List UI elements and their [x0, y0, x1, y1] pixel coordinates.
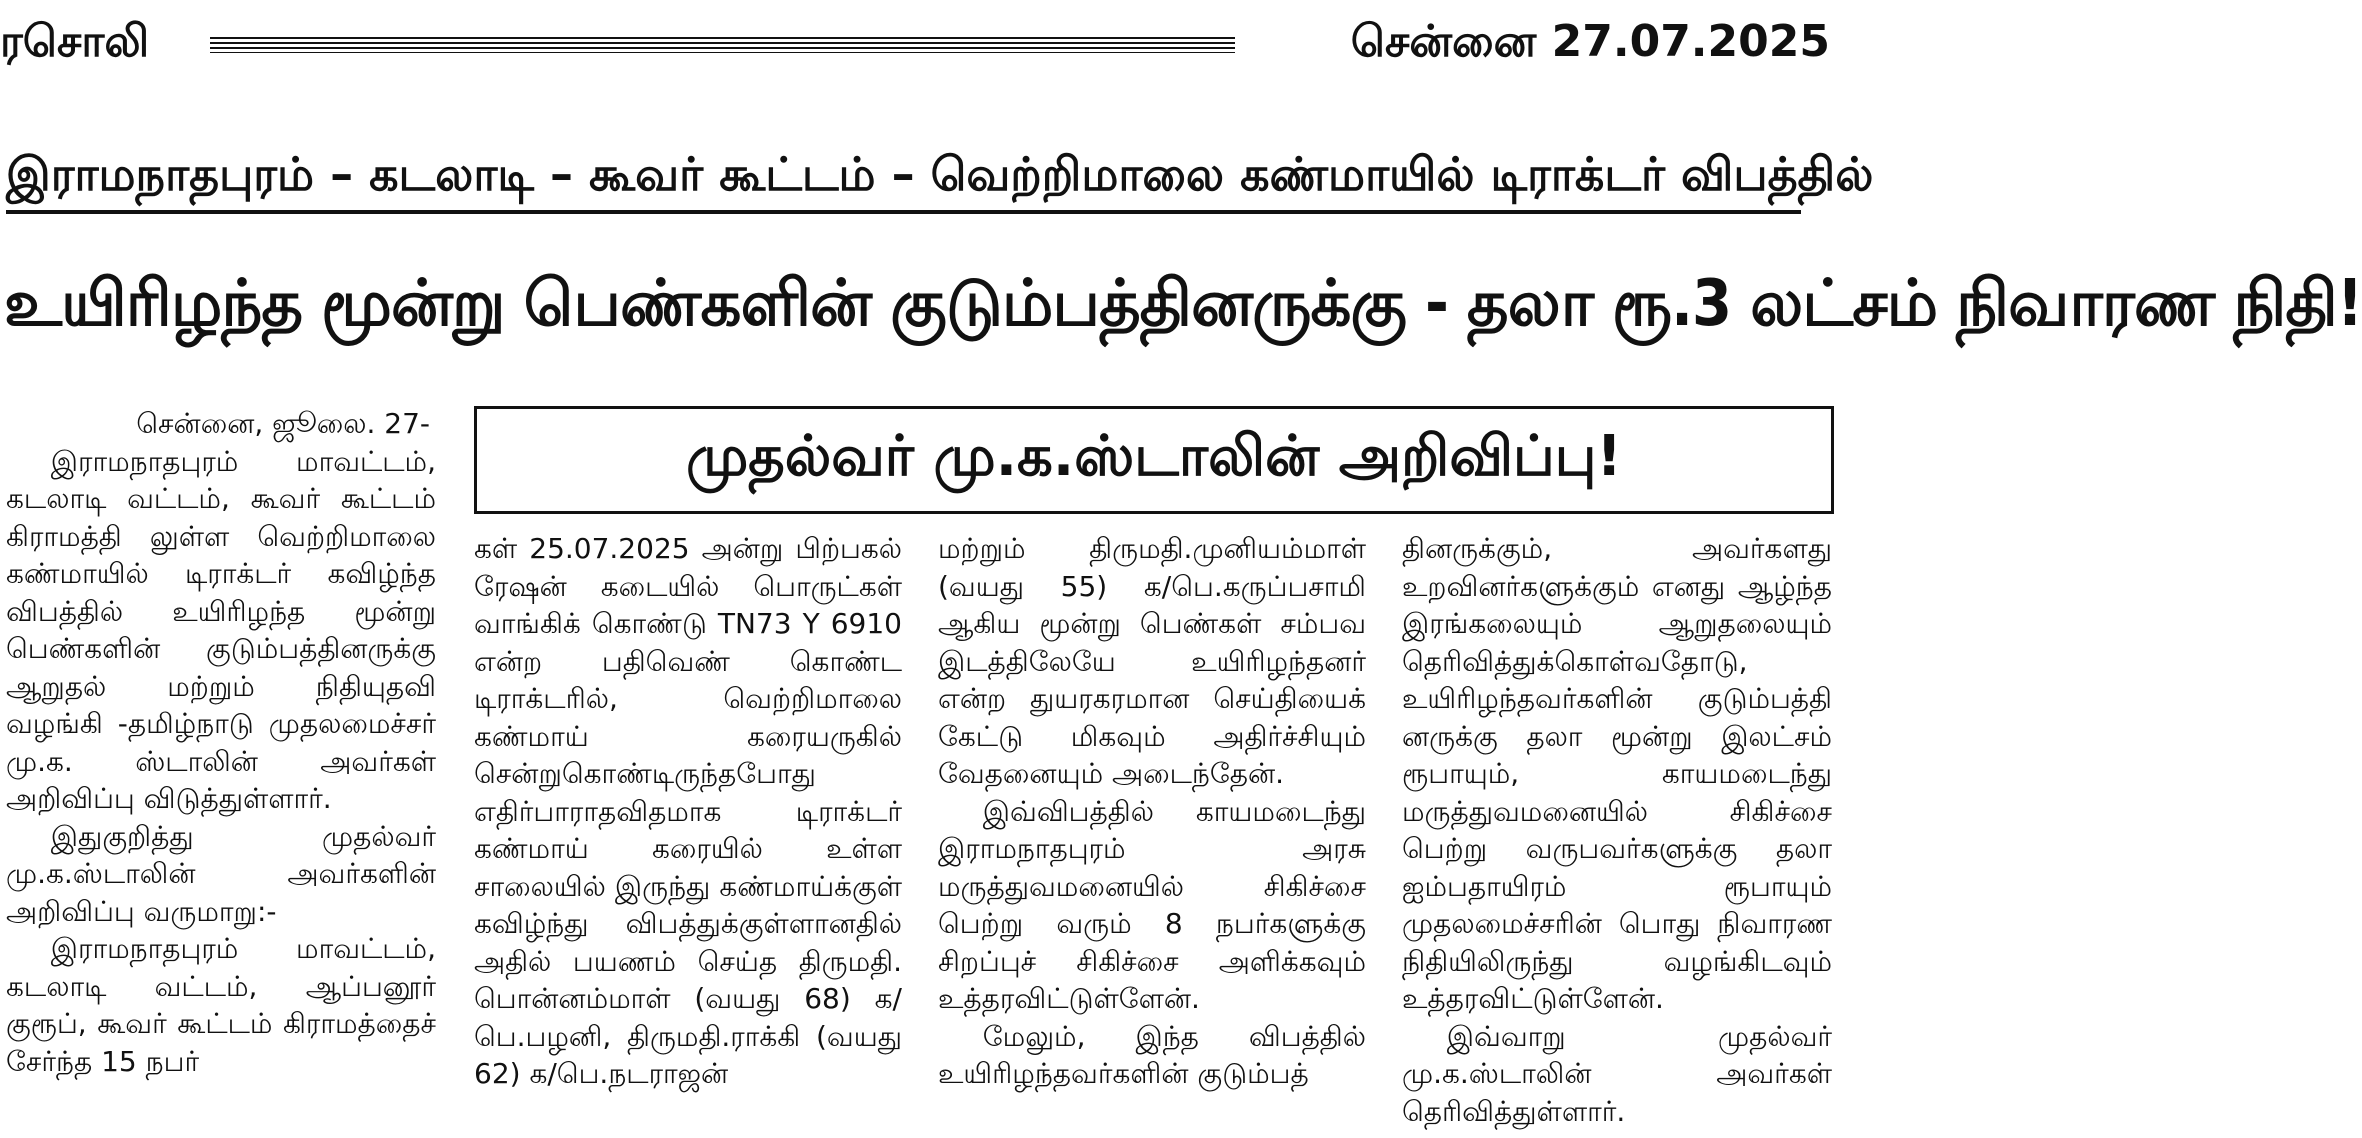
masthead-rule [210, 37, 1235, 53]
article-paragraph: மற்றும் திருமதி.முனியம்மாள் (வயது 55) க/பெ.கருப்பசாமி ஆகிய மூன்று பெண்கள் சம்பவ இடத்திலேயே உயிரிழந்தனர் என்ற துயரகரமான செய்தியைக் கேட்டு மிகவும் அதிர்ச்சியும் வேதனையும் அடைந்தேன். [938, 532, 1366, 790]
dateline: சென்னை, ஜூலை. 27- [136, 407, 430, 440]
sub-headline-box [474, 406, 1834, 514]
kicker-rule [6, 210, 1801, 214]
article-column-1 [6, 405, 436, 1080]
article-paragraph: இதுகுறித்து முதல்வர் மு.க.ஸ்டாலின் அவர்களின் அறிவிப்பு வருமாறு:- [6, 819, 436, 928]
article-column-2 [474, 530, 902, 1093]
article-paragraph: இவ்வாறு முதல்வர் மு.க.ஸ்டாலின் அவர்கள் தெரிவித்துள்ளார். [1402, 1019, 1832, 1128]
article-paragraph: இராமநாதபுரம் மாவட்டம், கடலாடி வட்டம், கூவர் கூட்டம் கிராமத்தி லுள்ள வெற்றிமாலை கண்மாயில் டிராக்டர் கவிழ்ந்த விபத்தில் உயிரிழந்த மூன்று பெண்களின் குடும்பத்தினருக்கு ஆறுதல் மற்றும் நிதியுதவி வழங்கி -தமிழ்நாடு முதலமைச்சர் மு.க. ஸ்டாலின் அவர்கள் அறிவிப்பு விடுத்துள்ளார். [6, 444, 436, 815]
edition-date: சென்னை 27.07.2025 [1350, 16, 1830, 67]
newspaper-name: ரசொலி [0, 16, 150, 67]
article-column-4 [1402, 530, 1832, 1130]
article-column-3 [938, 530, 1366, 1093]
main-headline: உயிரிழந்த மூன்று பெண்களின் குடும்பத்தினருக்கு - தலா ரூ.3 லட்சம் நிவாரண நிதி! [4, 267, 2362, 341]
article-paragraph: தினருக்கும், அவர்களது உறவினர்களுக்கும் எனது ஆழ்ந்த இரங்கலையும் ஆறுதலையும் தெரிவித்துக்கொள்வதோடு, உயிரிழந்தவர்களின் குடும்பத்தி னருக்கு தலா மூன்று இலட்சம் ரூபாயும், காயமடைந்து மருத்துவமனையில் சிகிச்சை பெற்று வருபவர்களுக்கு தலா ஐம்பதாயிரம் ரூபாயும் முதலமைச்சரின் பொது நிவாரண நிதியிலிருந்து வழங்கிடவும் உத்தரவிட்டுள்ளேன். [1402, 532, 1832, 1015]
article-paragraph: மேலும், இந்த விபத்தில் உயிரிழந்தவர்களின் குடும்பத் [938, 1019, 1366, 1090]
article-paragraph: இராமநாதபுரம் மாவட்டம், கடலாடி வட்டம், ஆப்பனூர் குரூப், கூவர் கூட்டம் கிராமத்தைச் சேர்ந்த 15 நபர் [6, 932, 436, 1078]
sub-headline: முதல்வர் மு.க.ஸ்டாலின் அறிவிப்பு! [686, 424, 1622, 489]
article-paragraph: கள் 25.07.2025 அன்று பிற்பகல் ரேஷன் கடையில் பொருட்கள் வாங்கிக் கொண்டு TN73 Y 6910 என்ற பதிவெண் கொண்ட டிராக்டரில், வெற்றிமாலை கண்மாய் கரையருகில் சென்றுகொண்டிருந்தபோது எதிர்பாராதவிதமாக டிராக்டர் கண்மாய் கரையில் உள்ள சாலையில் இருந்து கண்மாய்க்குள் கவிழ்ந்து விபத்துக்குள்ளானதில் அதில் பயணம் செய்த திருமதி. பொன்னம்மாள் (வயது 68) க/பெ.பழனி, திருமதி.ராக்கி (வயது 62) க/பெ.நடராஜன் [474, 532, 902, 1090]
article-paragraph: இவ்விபத்தில் காயமடைந்து இராமநாதபுரம் அரசு மருத்துவமனையில் சிகிச்சை பெற்று வரும் 8 நபர்களுக்கு சிறப்புச் சிகிச்சை அளிக்கவும் உத்தரவிட்டுள்ளேன். [938, 794, 1366, 1015]
kicker-headline: இராமநாதபுரம் – கடலாடி – கூவர் கூட்டம் – வெற்றிமாலை கண்மாயில் டிராக்டர் விபத்தில் [6, 147, 1874, 201]
